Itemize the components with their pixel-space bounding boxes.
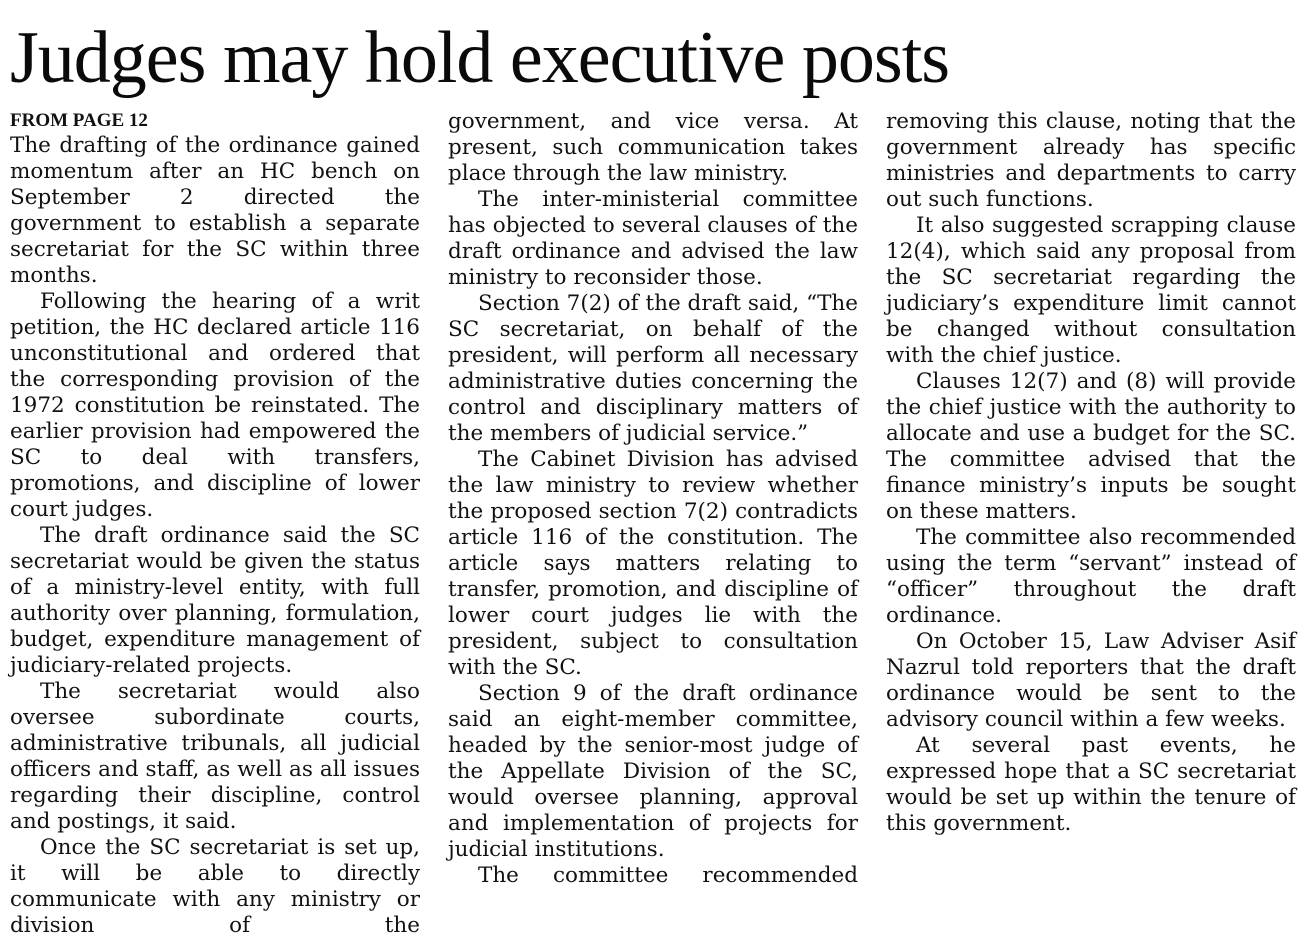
paragraph: government, and vice versa. At present, such communication takes place through the law ministry. xyxy=(448,109,858,186)
paragraph: The draft ordinance said the SC secretariat would be given the status of a ministry-level entity, with full authority over planning, formulation, budget, expenditure management of judiciary-related projects. xyxy=(10,523,420,678)
article-body xyxy=(10,109,1296,939)
continued-from-label: FROM PAGE 12 xyxy=(10,110,148,131)
paragraph: Following the hearing of a writ petition, the HC declared article 116 unconstitutional and ordered that the corresponding provision of the 1972 constitution be reinstated. The earlier provision had empowered the SC to deal with transfers, promotions, and discipline of lower court judges. xyxy=(10,289,420,522)
paragraph: At several past events, he expressed hope that a SC secretariat would be set up within the tenure of this government. xyxy=(886,733,1296,836)
column-3 xyxy=(886,109,1296,939)
column-1 xyxy=(10,109,420,939)
paragraph: It also suggested scrapping clause 12(4), which said any proposal from the SC secretariat regarding the judiciary’s expenditure limit cannot be changed without consultation with the chief justice. xyxy=(886,213,1296,368)
headline: Judges may hold executive posts xyxy=(10,17,950,99)
paragraph: Section 7(2) of the draft said, “The SC secretariat, on behalf of the president, will perform all necessary administrative duties concerning the control and disciplinary matters of the members of judicial service.” xyxy=(448,291,858,446)
paragraph: The drafting of the ordinance gained momentum after an HC bench on September 2 directed the government to establish a separate secretariat for the SC within three months. xyxy=(10,133,420,288)
paragraph: Section 9 of the draft ordinance said an eight-member committee, headed by the senior-most judge of the Appellate Division of the SC, would oversee planning, approval and implementation of projects for judicial institutions. xyxy=(448,681,858,862)
paragraph: removing this clause, noting that the government already has specific ministries and departments to carry out such functions. xyxy=(886,109,1296,212)
paragraph: The committee recommended xyxy=(478,863,858,888)
paragraph: The secretariat would also oversee subordinate courts, administrative tribunals, all judicial officers and staff, as well as all issues regarding their discipline, control and postings, it said. xyxy=(10,679,420,834)
paragraph: On October 15, Law Adviser Asif Nazrul told reporters that the draft ordinance would be sent to the advisory council within a few weeks. xyxy=(886,629,1296,732)
paragraph: Clauses 12(7) and (8) will provide the chief justice with the authority to allocate and use a budget for the SC. The committee advised that the finance ministry’s inputs be sought on these matters. xyxy=(886,369,1296,524)
paragraph: Once the SC secretariat is set up, it will be able to directly communicate with any ministry or division of the xyxy=(10,835,420,938)
paragraph: The committee also recommended using the term “servant” instead of “officer” throughout the draft ordinance. xyxy=(886,525,1296,628)
paragraph: The Cabinet Division has advised the law ministry to review whether the proposed section 7(2) contradicts article 116 of the constitution. The article says matters relating to transfer, promotion, and discipline of lower court judges lie with the president, subject to consultation with the SC. xyxy=(448,447,858,680)
column-2 xyxy=(448,109,858,939)
paragraph: The inter-ministerial committee has objected to several clauses of the draft ordinance and advised the law ministry to reconsider those. xyxy=(448,187,858,290)
